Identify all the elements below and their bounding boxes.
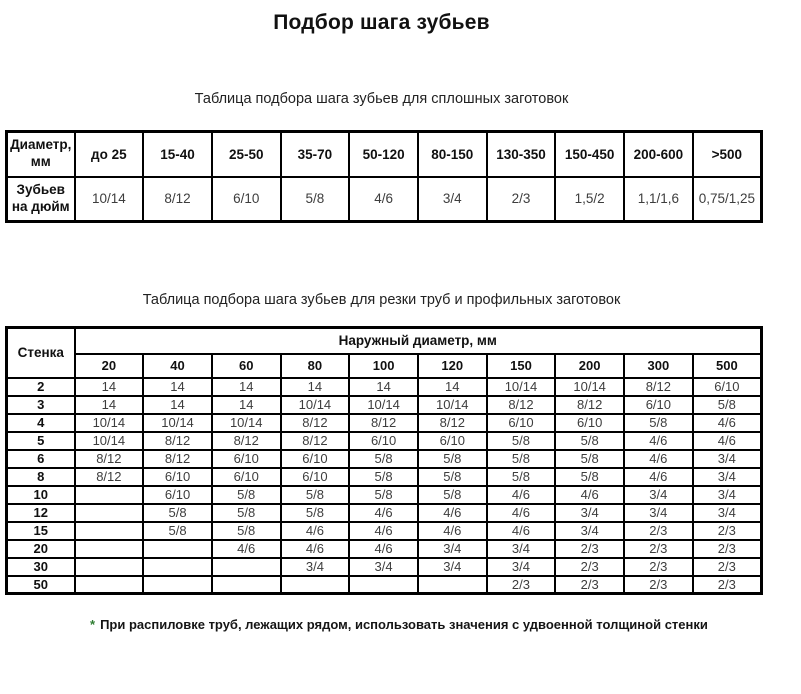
- pitch-value-cell: 8/12: [281, 414, 350, 432]
- pitch-value-cell: 2/3: [624, 540, 693, 558]
- pitch-value-cell: 8/12: [281, 432, 350, 450]
- solid-table-header-row: [7, 132, 762, 177]
- pitch-value-cell: [75, 486, 144, 504]
- pipe-table-row: [7, 576, 762, 594]
- pitch-value-cell: 4/6: [281, 522, 350, 540]
- outer-diameter-header: 500: [693, 354, 762, 378]
- pitch-value-cell: [75, 540, 144, 558]
- solid-table-caption: Таблица подбора шага зубьев для сплошных заготовок: [194, 91, 569, 107]
- pipe-table-row: [7, 378, 762, 396]
- pitch-value-cell: 5/8: [349, 468, 418, 486]
- wall-thickness-header: 15: [7, 522, 75, 540]
- outer-diameter-header: 60: [212, 354, 281, 378]
- pitch-value-cell: 6/10: [212, 450, 281, 468]
- diameter-range-header: 15-40: [143, 132, 212, 177]
- pitch-value-cell: 3/4: [487, 558, 556, 576]
- pitch-value-cell: 5/8: [418, 486, 487, 504]
- page-title: Подбор шага зубьев: [273, 11, 490, 34]
- pipe-table-caption: Таблица подбора шага зубьев для резки труб и профильных заготовок: [142, 292, 621, 308]
- pitch-value-cell: 2/3: [624, 558, 693, 576]
- pitch-value-cell: 5/8: [212, 522, 281, 540]
- pitch-value-cell: 5/8: [212, 504, 281, 522]
- pipe-table-group-header-row: [7, 328, 762, 354]
- solid-workpiece-table: [5, 130, 763, 223]
- pitch-value-cell: 8/12: [212, 432, 281, 450]
- pitch-value-cell: 4/6: [349, 540, 418, 558]
- teeth-per-inch-value-cell: 5/8: [281, 177, 350, 222]
- pitch-value-cell: 5/8: [418, 450, 487, 468]
- diameter-row-header: Диаметр, мм: [7, 132, 75, 177]
- outer-diameter-header: 20: [75, 354, 144, 378]
- pitch-value-cell: 3/4: [418, 558, 487, 576]
- pitch-value-cell: 6/10: [418, 432, 487, 450]
- pipe-table-row: [7, 540, 762, 558]
- pitch-value-cell: 6/10: [143, 468, 212, 486]
- pitch-value-cell: 8/12: [143, 450, 212, 468]
- pitch-value-cell: [212, 576, 281, 594]
- pitch-value-cell: 6/10: [555, 414, 624, 432]
- pitch-value-cell: 5/8: [624, 414, 693, 432]
- pitch-value-cell: 4/6: [212, 540, 281, 558]
- pitch-value-cell: 3/4: [693, 468, 762, 486]
- teeth-per-inch-value-cell: 0,75/1,25: [693, 177, 762, 222]
- diameter-range-header: 200-600: [624, 132, 693, 177]
- pitch-value-cell: 2/3: [624, 576, 693, 594]
- pitch-value-cell: 14: [349, 378, 418, 396]
- pitch-value-cell: 5/8: [418, 468, 487, 486]
- footnote-asterisk-marker: *: [90, 617, 96, 632]
- pitch-value-cell: 10/14: [212, 414, 281, 432]
- solid-table-value-row: [7, 177, 762, 222]
- pitch-value-cell: 3/4: [281, 558, 350, 576]
- pitch-value-cell: [418, 576, 487, 594]
- pitch-value-cell: [212, 558, 281, 576]
- pitch-value-cell: 2/3: [555, 576, 624, 594]
- pitch-value-cell: 4/6: [418, 504, 487, 522]
- wall-thickness-header: 4: [7, 414, 75, 432]
- pitch-value-cell: 10/14: [75, 414, 144, 432]
- outer-diameter-header: 80: [281, 354, 350, 378]
- pitch-value-cell: 3/4: [349, 558, 418, 576]
- diameter-range-header: 25-50: [212, 132, 281, 177]
- outer-diameter-header: 120: [418, 354, 487, 378]
- pitch-value-cell: 4/6: [693, 432, 762, 450]
- pitch-value-cell: [75, 504, 144, 522]
- pitch-value-cell: 2/3: [555, 558, 624, 576]
- pitch-value-cell: 10/14: [418, 396, 487, 414]
- pitch-value-cell: [75, 522, 144, 540]
- pitch-value-cell: 10/14: [349, 396, 418, 414]
- pitch-value-cell: 14: [75, 378, 144, 396]
- diameter-range-header: 150-450: [555, 132, 624, 177]
- pitch-value-cell: [143, 558, 212, 576]
- pipe-table-row: [7, 396, 762, 414]
- pitch-value-cell: 2/3: [693, 522, 762, 540]
- wall-thickness-header: 10: [7, 486, 75, 504]
- pitch-value-cell: 5/8: [143, 504, 212, 522]
- pipe-table-row: [7, 432, 762, 450]
- wall-thickness-header: 5: [7, 432, 75, 450]
- teeth-per-inch-value-cell: 2/3: [487, 177, 556, 222]
- teeth-per-inch-value-cell: 3/4: [418, 177, 487, 222]
- teeth-per-inch-value-cell: 4/6: [349, 177, 418, 222]
- diameter-range-header: >500: [693, 132, 762, 177]
- pitch-value-cell: 4/6: [555, 486, 624, 504]
- pipe-table-row: [7, 414, 762, 432]
- pitch-value-cell: 3/4: [693, 486, 762, 504]
- pitch-value-cell: [349, 576, 418, 594]
- pitch-value-cell: 10/14: [75, 432, 144, 450]
- pitch-value-cell: [143, 576, 212, 594]
- pitch-value-cell: 3/4: [555, 522, 624, 540]
- pitch-value-cell: 10/14: [487, 378, 556, 396]
- pitch-value-cell: 3/4: [418, 540, 487, 558]
- pitch-value-cell: 14: [212, 396, 281, 414]
- pitch-value-cell: 4/6: [624, 468, 693, 486]
- pitch-value-cell: 4/6: [349, 504, 418, 522]
- wall-thickness-header: 30: [7, 558, 75, 576]
- pitch-value-cell: 2/3: [693, 558, 762, 576]
- footnote-text: При распиловке труб, лежащих рядом, использовать значения с удвоенной толщиной стенки: [100, 617, 708, 632]
- outer-diameter-header: 40: [143, 354, 212, 378]
- pitch-value-cell: 5/8: [487, 468, 556, 486]
- pitch-value-cell: 8/12: [75, 468, 144, 486]
- pitch-value-cell: 3/4: [624, 486, 693, 504]
- pitch-value-cell: 4/6: [693, 414, 762, 432]
- wall-thickness-header: 6: [7, 450, 75, 468]
- teeth-per-inch-value-cell: 1,5/2: [555, 177, 624, 222]
- teeth-per-inch-value-cell: 8/12: [143, 177, 212, 222]
- pitch-value-cell: 2/3: [693, 540, 762, 558]
- wall-thickness-header: 2: [7, 378, 75, 396]
- pitch-value-cell: 10/14: [281, 396, 350, 414]
- pitch-value-cell: 8/12: [555, 396, 624, 414]
- pitch-value-cell: 5/8: [693, 396, 762, 414]
- pipe-table-diameter-header-row: [7, 354, 762, 378]
- pitch-value-cell: 4/6: [624, 450, 693, 468]
- pitch-value-cell: 5/8: [487, 432, 556, 450]
- pitch-value-cell: 4/6: [624, 432, 693, 450]
- pipe-table-row: [7, 450, 762, 468]
- wall-corner-header: Стенка: [7, 328, 75, 378]
- pipe-table-row: [7, 468, 762, 486]
- diameter-range-header: 80-150: [418, 132, 487, 177]
- pitch-value-cell: 14: [212, 378, 281, 396]
- pitch-value-cell: 14: [281, 378, 350, 396]
- diameter-range-header: 130-350: [487, 132, 556, 177]
- pitch-value-cell: [75, 558, 144, 576]
- pitch-value-cell: 5/8: [281, 486, 350, 504]
- pitch-value-cell: 14: [143, 378, 212, 396]
- pitch-value-cell: 6/10: [693, 378, 762, 396]
- pitch-value-cell: 8/12: [418, 414, 487, 432]
- outer-diameter-header: 100: [349, 354, 418, 378]
- pitch-value-cell: 8/12: [624, 378, 693, 396]
- pitch-value-cell: [143, 540, 212, 558]
- outer-diameter-header: 300: [624, 354, 693, 378]
- pitch-value-cell: 8/12: [75, 450, 144, 468]
- pitch-value-cell: 5/8: [349, 450, 418, 468]
- pipe-table-row: [7, 486, 762, 504]
- pitch-value-cell: 4/6: [281, 540, 350, 558]
- pitch-value-cell: 5/8: [487, 450, 556, 468]
- pitch-value-cell: [281, 576, 350, 594]
- pitch-value-cell: 4/6: [418, 522, 487, 540]
- pitch-value-cell: 8/12: [349, 414, 418, 432]
- teeth-per-inch-value-cell: 6/10: [212, 177, 281, 222]
- pitch-value-cell: 3/4: [624, 504, 693, 522]
- wall-thickness-header: 3: [7, 396, 75, 414]
- wall-thickness-header: 20: [7, 540, 75, 558]
- pitch-value-cell: 2/3: [487, 576, 556, 594]
- outer-diameter-group-header: Наружный диаметр, мм: [75, 328, 762, 354]
- wall-thickness-header: 50: [7, 576, 75, 594]
- diameter-range-header: 50-120: [349, 132, 418, 177]
- teeth-per-inch-value-cell: 1,1/1,6: [624, 177, 693, 222]
- pitch-value-cell: 14: [75, 396, 144, 414]
- pitch-value-cell: 4/6: [487, 486, 556, 504]
- pitch-value-cell: 8/12: [487, 396, 556, 414]
- teeth-per-inch-row-header: Зубьев на дюйм: [7, 177, 75, 222]
- outer-diameter-header: 150: [487, 354, 556, 378]
- wall-thickness-header: 8: [7, 468, 75, 486]
- pitch-value-cell: 10/14: [555, 378, 624, 396]
- pipe-table-row: [7, 558, 762, 576]
- teeth-per-inch-value-cell: 10/14: [75, 177, 144, 222]
- pipe-table-row: [7, 522, 762, 540]
- pipe-table-row: [7, 504, 762, 522]
- pitch-value-cell: 4/6: [487, 522, 556, 540]
- pitch-value-cell: 6/10: [212, 468, 281, 486]
- footnote: [90, 617, 763, 632]
- pitch-value-cell: 10/14: [143, 414, 212, 432]
- pitch-value-cell: 14: [143, 396, 212, 414]
- pitch-value-cell: 2/3: [555, 540, 624, 558]
- pitch-value-cell: 5/8: [281, 504, 350, 522]
- diameter-range-header: до 25: [75, 132, 144, 177]
- pitch-value-cell: 5/8: [212, 486, 281, 504]
- pitch-value-cell: 5/8: [555, 432, 624, 450]
- pitch-value-cell: 3/4: [487, 540, 556, 558]
- pitch-value-cell: 6/10: [349, 432, 418, 450]
- pitch-value-cell: 5/8: [349, 486, 418, 504]
- pitch-value-cell: [75, 576, 144, 594]
- pitch-value-cell: 2/3: [624, 522, 693, 540]
- pitch-value-cell: 2/3: [693, 576, 762, 594]
- pitch-value-cell: 6/10: [487, 414, 556, 432]
- pitch-value-cell: 8/12: [143, 432, 212, 450]
- pitch-value-cell: 3/4: [555, 504, 624, 522]
- wall-thickness-header: 12: [7, 504, 75, 522]
- pitch-value-cell: 3/4: [693, 504, 762, 522]
- pitch-value-cell: 4/6: [349, 522, 418, 540]
- diameter-range-header: 35-70: [281, 132, 350, 177]
- pitch-value-cell: 5/8: [555, 468, 624, 486]
- outer-diameter-header: 200: [555, 354, 624, 378]
- pitch-value-cell: 6/10: [281, 450, 350, 468]
- pitch-value-cell: 5/8: [143, 522, 212, 540]
- pitch-value-cell: 3/4: [693, 450, 762, 468]
- pitch-value-cell: 6/10: [281, 468, 350, 486]
- pitch-value-cell: 14: [418, 378, 487, 396]
- pitch-value-cell: 6/10: [624, 396, 693, 414]
- pitch-value-cell: 6/10: [143, 486, 212, 504]
- pipe-profile-table: [5, 326, 763, 595]
- pitch-value-cell: 5/8: [555, 450, 624, 468]
- pitch-value-cell: 4/6: [487, 504, 556, 522]
